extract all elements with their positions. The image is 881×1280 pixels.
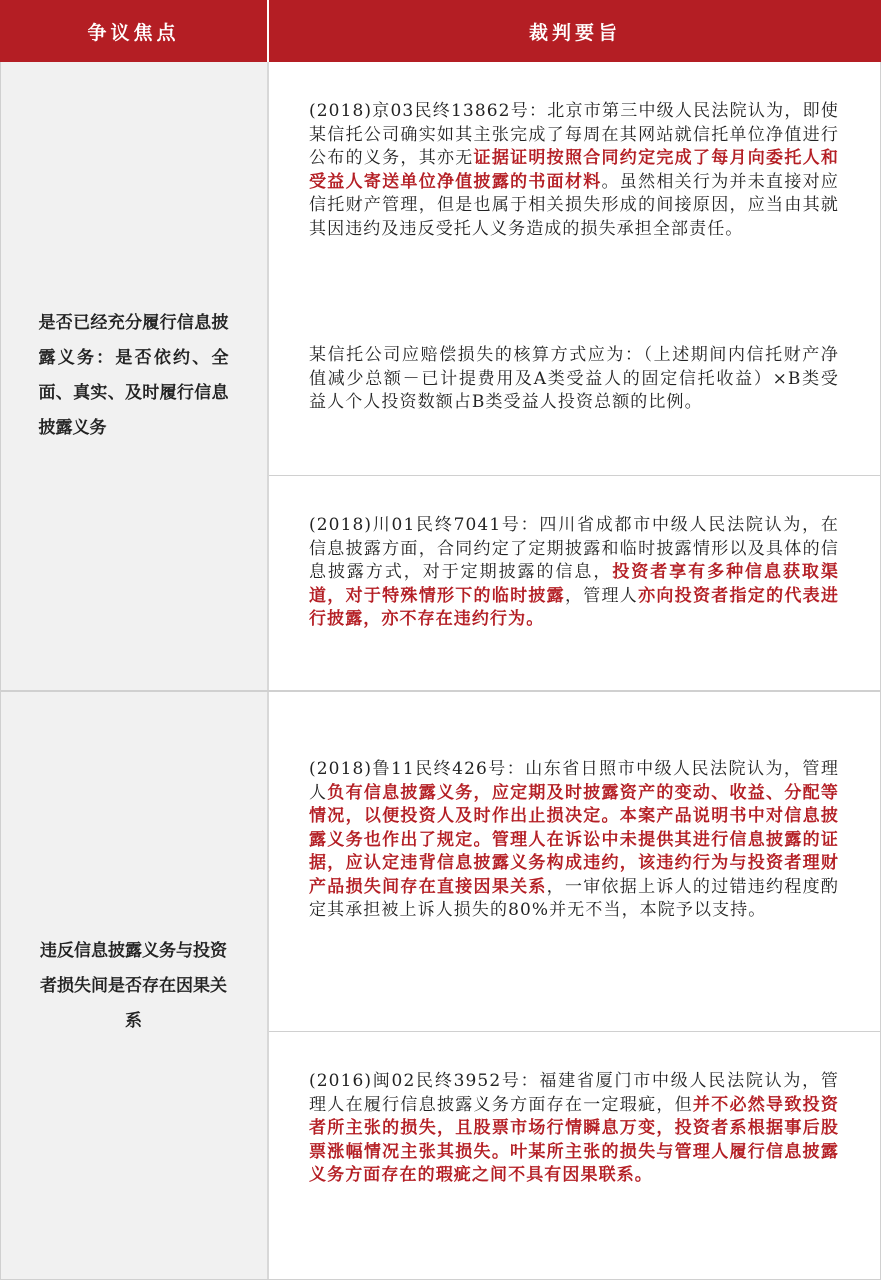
highlighted-text: 投资者享有多种信息获取渠道，对于特殊情形下的临时披露	[309, 562, 839, 606]
row2-case2-cell	[269, 1032, 881, 1280]
case-divider	[269, 475, 881, 476]
case-text	[309, 514, 839, 632]
text-segment: (2016)闽02民终3952号：福建省厦门市中级人民法院认为，管理人在履行信息披露义务方面存在一定瑕疵，但	[309, 1071, 839, 1115]
column-divider	[267, 62, 269, 1280]
row2-case1-cell	[269, 692, 881, 1031]
highlighted-text: 亦向投资者指定的代表进行披露，亦不存在违约行为。	[309, 585, 840, 629]
header-dispute-focus: 争议焦点	[0, 0, 267, 62]
case-text	[309, 758, 839, 923]
row1-case2-cell	[269, 476, 881, 690]
text-segment: ，管理人	[564, 585, 639, 606]
row2-topic: 违反信息披露义务与投资者损失间是否存在因果关系	[40, 940, 227, 1031]
table-border-left	[0, 62, 1, 1280]
text-segment: 。虽然相关行为并未直接对应信托财产管理，但是也属于相关损失形成的间接原因，应当由其就其因违约及违反受托人义务造成的损失承担全部责任。	[309, 171, 839, 239]
text-segment: (2018)京03民终13862号：北京市第三中级人民法院认为，即使某信托公司确实如其主张完成了每周在其网站就信托单位净值进行公布的义务，其亦无	[309, 101, 839, 168]
text-segment: ，一审依据上诉人的过错违约程度酌定其承担被上诉人损失的80%并无不当，本院予以支持。	[309, 876, 839, 920]
text-segment: (2018)鲁11民终426号：山东省日照市中级人民法院认为，管理人	[309, 759, 839, 803]
header-judgment-gist: 裁判要旨	[269, 0, 881, 62]
row2-topic-cell	[0, 692, 267, 1280]
text-segment: (2018)川01民终7041号：四川省成都市中级人民法院认为，在信息披露方面，合同约定了定期披露和临时披露情形以及具体的信息披露方式，对于定期披露的信息，	[309, 515, 839, 582]
row1-case1-cell	[269, 62, 881, 475]
row-divider	[0, 690, 881, 692]
case-text	[309, 100, 839, 241]
case-text-extra: 某信托公司应赔偿损失的核算方式应为：（上述期间内信托财产净值减少总额－已计提费用及A类受益人的固定信托收益）×B类受益人个人投资数额占B类受益人投资总额的比例。	[309, 345, 839, 412]
highlighted-text: 证据证明按照合同约定完成了每月向委托人和受益人寄送单位净值披露的书面材料	[309, 148, 840, 192]
row1-topic-cell	[0, 62, 267, 690]
case-text	[309, 1070, 839, 1188]
case-divider	[269, 1031, 881, 1032]
row1-topic: 是否已经充分履行信息披露义务：是否依约、全面、真实、及时履行信息披露义务	[38, 313, 229, 438]
highlighted-text: 负有信息披露义务，应定期及时披露资产的变动、收益、分配等情况，以便投资人及时作出止损决定。本案产品说明书中对信息披露义务也作出了规定。管理人在诉讼中未提供其进行信息披露的证据，应认定违背信息披露义务构成违约，该违约行为与投资者理财产品损失间存在直接因果关系	[309, 782, 839, 897]
highlighted-text: 并不必然导致投资者所主张的损失，且股票市场行情瞬息万变，投资者系根据事后股票涨幅情况主张其损失。叶某所主张的损失与管理人履行信息披露义务方面存在的瑕疵之间不具有因果联系。	[309, 1094, 839, 1185]
